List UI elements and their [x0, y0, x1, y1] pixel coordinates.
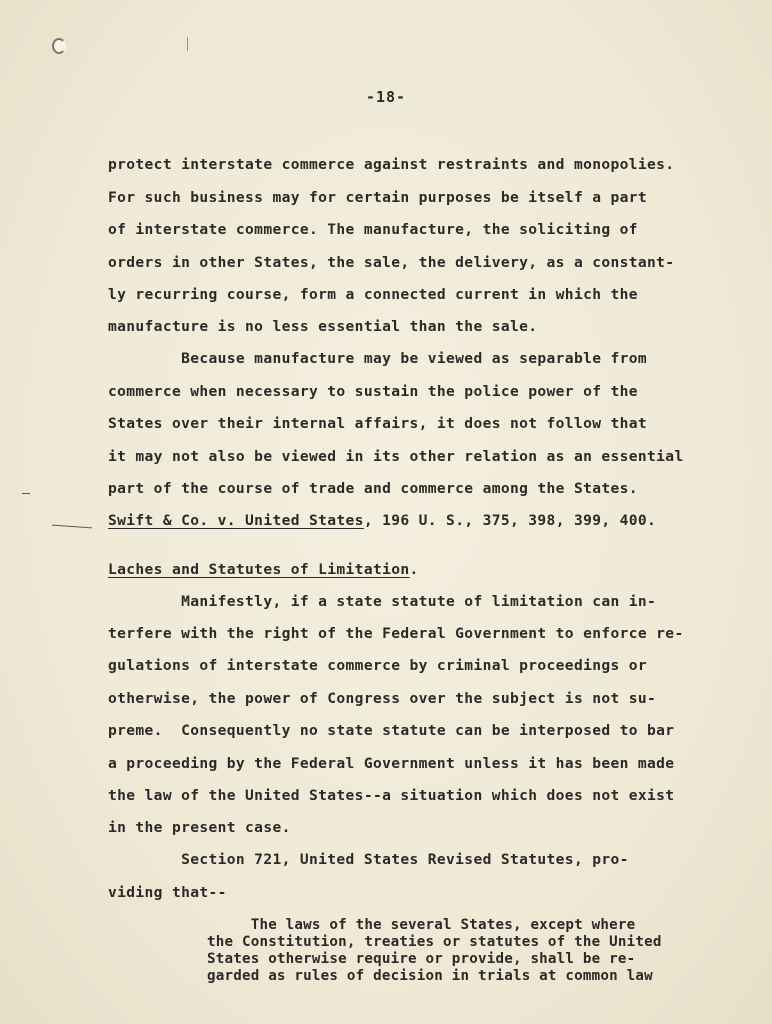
edge-mark [52, 525, 92, 529]
body-line: part of the course of trade and commerce among the States. [108, 480, 638, 497]
body-line: orders in other States, the sale, the delivery, as a constant- [108, 254, 675, 271]
body-line: Manifestly, if a state statute of limitation can in- [108, 593, 657, 610]
section-heading [108, 561, 419, 578]
margin-tick-mark [187, 37, 188, 51]
body-line: Because manufacture may be viewed as separable from [108, 350, 648, 367]
body-line: terfere with the right of the Federal Government to enforce re- [108, 625, 684, 642]
case-citation: Swift & Co. v. United States [108, 512, 364, 529]
body-line: ly recurring course, form a connected current in which the [108, 286, 638, 303]
body-line: viding that-- [108, 884, 227, 901]
citation-line [108, 512, 656, 529]
body-line: States over their internal affairs, it does not follow that [108, 415, 648, 432]
body-line: the law of the United States--a situation which does not exist [108, 787, 675, 804]
block-quote-line: States otherwise require or provide, shall be re- [207, 951, 636, 967]
section-heading-text: Laches and Statutes of Limitation [108, 561, 410, 578]
block-quote-line: the Constitution, treaties or statutes of the United [207, 934, 662, 950]
punch-hole-mark [52, 38, 66, 54]
body-line: For such business may for certain purposes be itself a part [108, 189, 648, 206]
body-line: in the present case. [108, 819, 291, 836]
page-number: -18- [365, 88, 407, 106]
block-quote-line: The laws of the several States, except where [207, 917, 636, 933]
body-line: Section 721, United States Revised Statutes, pro- [108, 851, 629, 868]
body-line: commerce when necessary to sustain the police power of the [108, 383, 638, 400]
body-line: gulations of interstate commerce by criminal proceedings or [108, 657, 648, 674]
body-line: otherwise, the power of Congress over the subject is not su- [108, 690, 657, 707]
body-line: it may not also be viewed in its other relation as an essential [108, 448, 684, 465]
body-line: a proceeding by the Federal Government unless it has been made [108, 755, 675, 772]
block-quote-line: garded as rules of decision in trials at common law [207, 968, 653, 984]
body-line: protect interstate commerce against restraints and monopolies. [108, 156, 675, 173]
section-heading-period: . [409, 561, 419, 578]
body-line: of interstate commerce. The manufacture, the soliciting of [108, 221, 638, 238]
citation-reference: , 196 U. S., 375, 398, 399, 400. [363, 512, 657, 529]
body-line: preme. Consequently no state statute can be interposed to bar [108, 722, 675, 739]
edge-mark [22, 493, 30, 494]
body-line: manufacture is no less essential than the sale. [108, 318, 538, 335]
